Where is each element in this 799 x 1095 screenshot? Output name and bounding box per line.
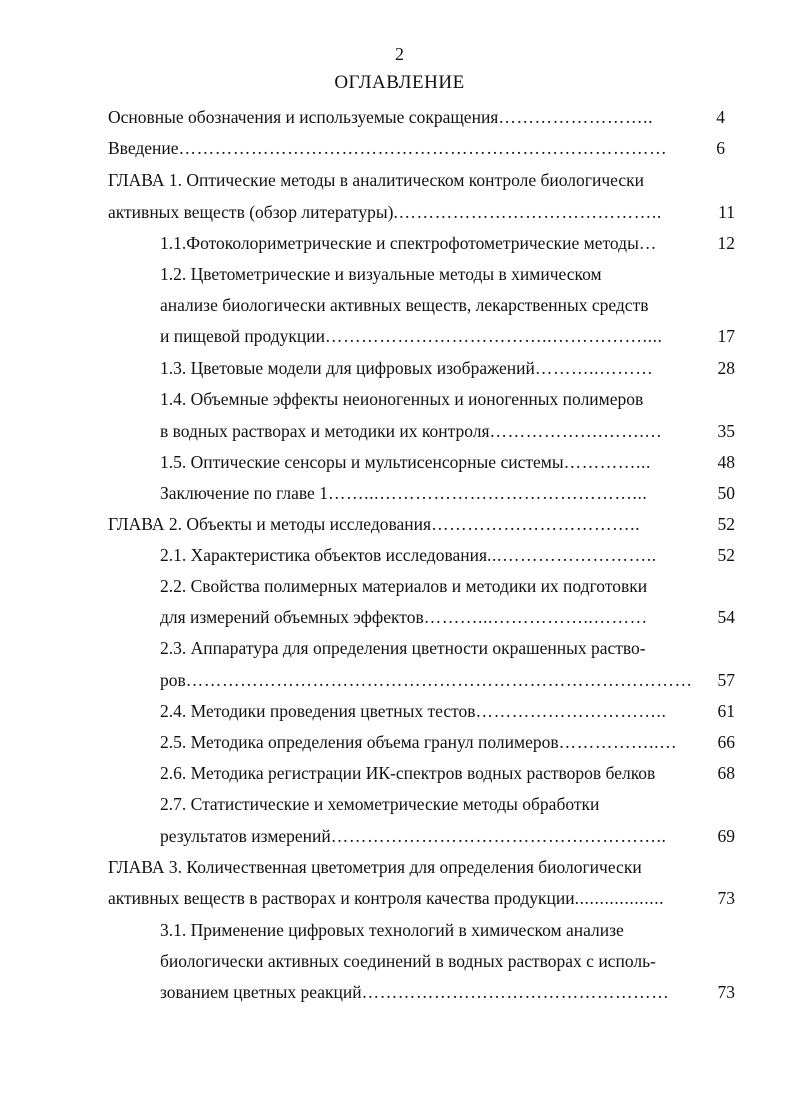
toc-entry-title: 1.3. Цветовые модели для цифровых изображений: [160, 358, 535, 378]
toc-page-number: 35: [717, 421, 735, 441]
toc-entry-title: Заключение по главе 1: [160, 483, 328, 503]
toc-chapter-title: ГЛАВА 1. Оптические методы в аналитическом контроле биологически: [108, 170, 644, 190]
toc-entry-title: 2.5. Методика определения объема гранул полимеров: [160, 732, 559, 752]
toc-entry-title: 1.5. Оптические сенсоры и мультисенсорные системы: [160, 452, 564, 472]
toc-page-number: 48: [717, 452, 735, 472]
toc-page-number: 73: [717, 982, 735, 1002]
toc-leader-dots: ……………….…….…: [489, 421, 663, 441]
toc-entry-title: биологически активных соединений в водных растворах с исполь-: [160, 951, 656, 971]
toc-page-number: 12: [717, 233, 735, 253]
toc-page-number: 68: [717, 763, 735, 783]
toc-page-number: 69: [717, 826, 735, 846]
toc-entry: [108, 513, 735, 535]
toc-entry-title: и пищевой продукции: [160, 326, 325, 346]
toc-entry-title: анализе биологически активных веществ, лекарственных средств: [160, 295, 649, 315]
toc-entry-title: результатов измерений: [160, 826, 331, 846]
toc-page-number: 61: [717, 701, 735, 721]
toc-entry-title: 1.2. Цветометрические и визуальные методы в химическом: [160, 264, 602, 284]
toc-leader-dots: .……………………………………..: [393, 202, 662, 222]
toc-page-number: 66: [717, 732, 735, 752]
toc-entry: [160, 544, 735, 566]
toc-entry-title: 2.1. Характеристика объектов исследования: [160, 545, 488, 565]
toc-leader-dots: ………………………………………………..: [330, 826, 667, 846]
toc-page-number: 52: [717, 545, 735, 565]
toc-page-number: 4: [716, 107, 725, 127]
toc-page-number: 6: [716, 138, 725, 158]
toc-entry-title: для измерений объемных эффектов: [160, 607, 424, 627]
toc-entry-title: 2.4. Методики проведения цветных тестов: [160, 701, 476, 721]
toc-leader-dots: …………………………..: [475, 701, 667, 721]
toc-entry: [108, 106, 725, 128]
toc-leader-dots: …………………………………………………………………………: [185, 670, 693, 690]
toc-entry: [160, 325, 735, 347]
toc-entry: [160, 825, 735, 847]
toc-entry: [160, 232, 735, 254]
toc-entry: [160, 981, 735, 1003]
toc-entry: [108, 201, 735, 223]
toc-leader-dots: ………...……………..………: [423, 607, 648, 627]
toc-entry-title: Основные обозначения и используемые сокращения: [108, 107, 499, 127]
toc-entry: [160, 669, 735, 691]
toc-entry-title: 2.2. Свойства полимерных материалов и методики их подготовки: [160, 576, 648, 596]
page-title: ОГЛАВЛЕНИЕ: [334, 72, 465, 93]
toc-entry: [160, 731, 735, 753]
toc-page-number: 73: [717, 888, 735, 908]
toc-entry-title: 1.4. Объемные эффекты неионогенных и ионогенных полимеров: [160, 389, 644, 409]
toc-leader-dots: ……………..…: [558, 732, 678, 752]
toc-entry-title: активных веществ (обзор литературы): [108, 202, 394, 222]
toc-entry-title: 2.3. Аппаратура для определения цветности окрашенных раство-: [160, 638, 646, 658]
toc-page-number: 17: [717, 326, 735, 346]
toc-leader-dots: ………………………………..……………....: [324, 326, 663, 346]
page-number: 2: [395, 44, 404, 64]
toc-entry-title: в водных растворах и методики их контроля: [160, 421, 490, 441]
toc-entry-title: зованием цветных реакций: [160, 982, 362, 1002]
toc-entry: [160, 700, 735, 722]
toc-page-number: 28: [717, 358, 735, 378]
toc-entry: [160, 420, 735, 442]
toc-entry-title: 1.1.Фотоколориметрические и спектрофотометрические методы: [160, 233, 639, 253]
toc-entry-title: активных веществ в растворах и контроля качества продукции: [108, 888, 575, 908]
toc-entry: [160, 451, 735, 473]
toc-entry-title: 2.7. Статистические и хемометрические методы обработки: [160, 794, 600, 814]
toc-page-number: 54: [717, 607, 735, 627]
toc-leader-dots: ……………………..: [498, 107, 654, 127]
toc-leader-dots: ...……………………..: [487, 545, 657, 565]
toc-entry: [108, 137, 725, 159]
toc-leader-dots: ……………………………..: [431, 514, 641, 534]
toc-entry: [160, 482, 735, 504]
toc-leader-dots: ……...……………………………………...: [327, 483, 648, 503]
toc-page-number: 11: [718, 202, 735, 222]
toc-page-number: 52: [717, 514, 735, 534]
toc-page-number: 50: [717, 483, 735, 503]
toc-entry-title: 2.6. Методика регистрации ИК-спектров водных растворов белков: [160, 763, 656, 783]
toc-entry-title: ГЛАВА 2. Объекты и методы исследования: [108, 514, 432, 534]
toc-chapter-title: ГЛАВА 3. Количественная цветометрия для определения биологически: [108, 857, 642, 877]
toc-entry: [160, 357, 735, 379]
toc-entry: [108, 887, 735, 909]
toc-entry-title: Введение: [108, 138, 179, 158]
toc-entry-title: ров: [160, 670, 186, 690]
toc-entry: [160, 606, 735, 628]
toc-leader-dots: ………..………: [534, 358, 654, 378]
toc-entry: [160, 762, 735, 784]
toc-leader-dots: ..................: [574, 888, 665, 908]
toc-page-number: 57: [717, 670, 735, 690]
toc-leader-dots: ………………………………………………………………………: [178, 138, 668, 158]
toc-leader-dots: …………...: [563, 452, 651, 472]
toc-leader-dots: …: [638, 233, 657, 253]
toc-entry-title: 3.1. Применение цифровых технологий в химическом анализе: [160, 920, 624, 940]
toc-leader-dots: ……………………………………………: [361, 982, 670, 1002]
